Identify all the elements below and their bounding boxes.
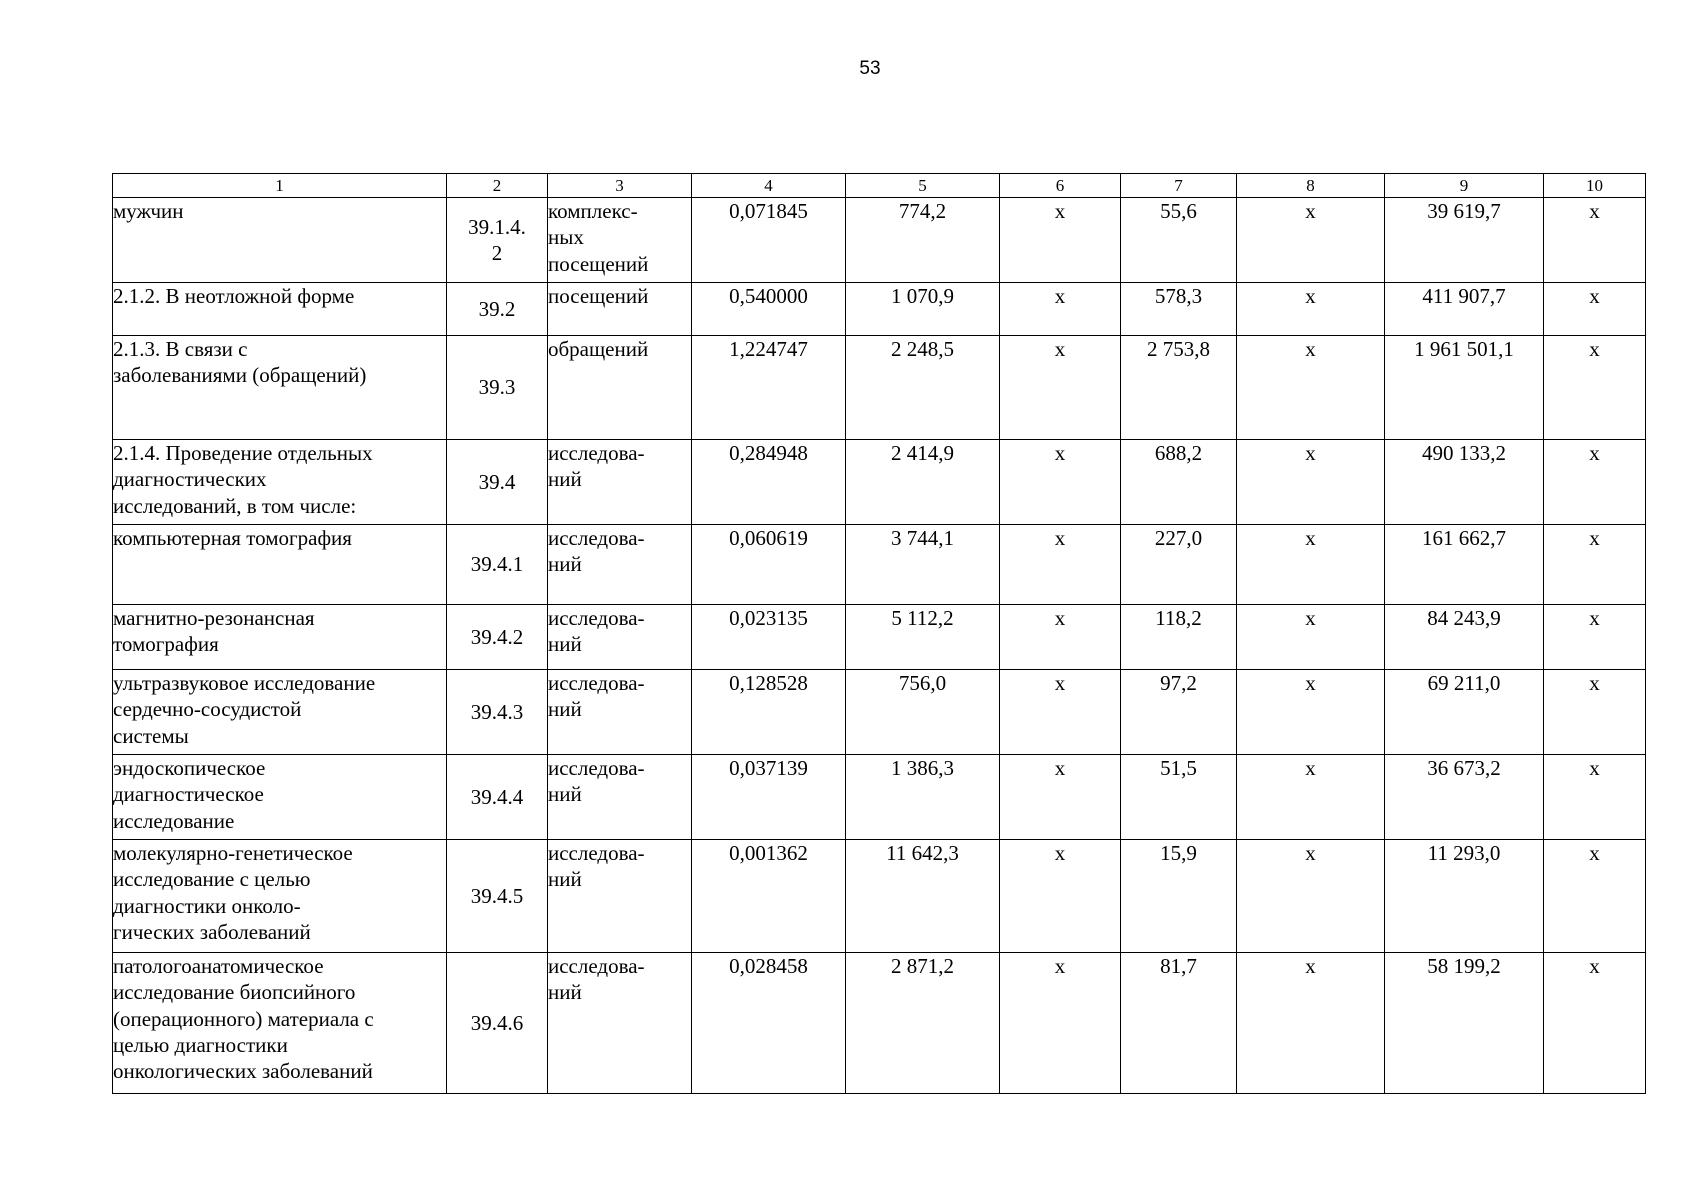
row-col9-cell: 490 133,2 [1385, 440, 1544, 525]
row-col4-cell: 0,001362 [692, 840, 846, 953]
row-unit-cell: комплекс- ных посещений [548, 198, 692, 283]
row-code-cell: 39.2 [447, 283, 548, 336]
table-row [113, 840, 1646, 953]
row-code-cell: 39.3 [447, 336, 548, 440]
row-code-cell: 39.4 [447, 440, 548, 525]
row-col6-cell: х [1000, 283, 1121, 336]
row-name-cell: молекулярно-генетическое исследование с целью диагностики онколо- гических заболеваний [113, 840, 447, 953]
row-name-cell: ультразвуковое исследование сердечно-сосудистой системы [113, 670, 447, 755]
row-col7-cell: 15,9 [1121, 840, 1237, 953]
row-col5-cell: 774,2 [846, 198, 1000, 283]
row-col8-cell: х [1237, 336, 1385, 440]
row-col8-cell: х [1237, 755, 1385, 840]
row-col7-cell: 578,3 [1121, 283, 1237, 336]
row-col8-cell: х [1237, 198, 1385, 283]
row-unit-cell: обращений [548, 336, 692, 440]
row-col8-cell: х [1237, 605, 1385, 670]
row-unit-cell: исследова- ний [548, 840, 692, 953]
row-col10-cell: х [1544, 525, 1646, 605]
row-code-cell: 39.4.1 [447, 525, 548, 605]
row-col4-cell: 0,128528 [692, 670, 846, 755]
row-col9-cell: 69 211,0 [1385, 670, 1544, 755]
row-col7-cell: 51,5 [1121, 755, 1237, 840]
row-code-cell: 39.4.4 [447, 755, 548, 840]
row-col10-cell: х [1544, 670, 1646, 755]
row-col10-cell: х [1544, 440, 1646, 525]
row-col8-cell: х [1237, 440, 1385, 525]
row-unit-cell: посещений [548, 283, 692, 336]
row-col4-cell: 0,540000 [692, 283, 846, 336]
row-col5-cell: 2 414,9 [846, 440, 1000, 525]
row-col9-cell: 84 243,9 [1385, 605, 1544, 670]
row-unit-cell: исследова- ний [548, 670, 692, 755]
header-cell: 9 [1385, 174, 1544, 198]
row-col5-cell: 11 642,3 [846, 840, 1000, 953]
row-col6-cell: х [1000, 605, 1121, 670]
row-name-cell: 2.1.3. В связи с заболеваниями (обращений) [113, 336, 447, 440]
row-col8-cell: х [1237, 525, 1385, 605]
row-col5-cell: 1 386,3 [846, 755, 1000, 840]
row-col10-cell: х [1544, 605, 1646, 670]
row-col8-cell: х [1237, 283, 1385, 336]
row-col6-cell: х [1000, 670, 1121, 755]
row-name-cell: 2.1.4. Проведение отдельных диагностических исследований, в том числе: [113, 440, 447, 525]
row-col7-cell: 55,6 [1121, 198, 1237, 283]
row-col8-cell: х [1237, 953, 1385, 1094]
row-name-cell: мужчин [113, 198, 447, 283]
row-col6-cell: х [1000, 440, 1121, 525]
header-cell: 8 [1237, 174, 1385, 198]
header-cell: 7 [1121, 174, 1237, 198]
row-name-cell: компьютерная томография [113, 525, 447, 605]
header-row [113, 174, 1646, 198]
header-cell: 5 [846, 174, 1000, 198]
row-col7-cell: 118,2 [1121, 605, 1237, 670]
row-code-cell: 39.4.5 [447, 840, 548, 953]
page-number: 53 [859, 58, 881, 79]
row-col9-cell: 411 907,7 [1385, 283, 1544, 336]
header-cell: 4 [692, 174, 846, 198]
row-col5-cell: 2 871,2 [846, 953, 1000, 1094]
table-row [113, 605, 1646, 670]
table-row [113, 440, 1646, 525]
row-col4-cell: 0,023135 [692, 605, 846, 670]
row-col6-cell: х [1000, 840, 1121, 953]
row-name-cell: магнитно-резонансная томография [113, 605, 447, 670]
row-col6-cell: х [1000, 525, 1121, 605]
row-col9-cell: 36 673,2 [1385, 755, 1544, 840]
row-col9-cell: 58 199,2 [1385, 953, 1544, 1094]
header-cell: 6 [1000, 174, 1121, 198]
row-name-cell: 2.1.2. В неотложной форме [113, 283, 447, 336]
row-col6-cell: х [1000, 755, 1121, 840]
table-row [113, 336, 1646, 440]
table-row [113, 525, 1646, 605]
row-col6-cell: х [1000, 953, 1121, 1094]
table-row [113, 953, 1646, 1094]
row-col4-cell: 1,224747 [692, 336, 846, 440]
row-col9-cell: 1 961 501,1 [1385, 336, 1544, 440]
row-col10-cell: х [1544, 336, 1646, 440]
row-col4-cell: 0,284948 [692, 440, 846, 525]
row-col9-cell: 39 619,7 [1385, 198, 1544, 283]
row-col9-cell: 11 293,0 [1385, 840, 1544, 953]
row-unit-cell: исследова- ний [548, 755, 692, 840]
row-col4-cell: 0,037139 [692, 755, 846, 840]
table-row [113, 670, 1646, 755]
table-row [113, 198, 1646, 283]
table-row [113, 755, 1646, 840]
row-col10-cell: х [1544, 840, 1646, 953]
row-col7-cell: 688,2 [1121, 440, 1237, 525]
row-col5-cell: 2 248,5 [846, 336, 1000, 440]
header-cell: 3 [548, 174, 692, 198]
row-col6-cell: х [1000, 336, 1121, 440]
row-col10-cell: х [1544, 283, 1646, 336]
row-col7-cell: 81,7 [1121, 953, 1237, 1094]
row-col4-cell: 0,028458 [692, 953, 846, 1094]
row-col7-cell: 227,0 [1121, 525, 1237, 605]
row-code-cell: 39.4.3 [447, 670, 548, 755]
header-cell: 2 [447, 174, 548, 198]
row-code-cell: 39.4.2 [447, 605, 548, 670]
row-col10-cell: х [1544, 198, 1646, 283]
row-col5-cell: 756,0 [846, 670, 1000, 755]
row-col5-cell: 3 744,1 [846, 525, 1000, 605]
row-unit-cell: исследова- ний [548, 440, 692, 525]
data-table [112, 173, 1646, 1094]
row-col5-cell: 1 070,9 [846, 283, 1000, 336]
row-col8-cell: х [1237, 840, 1385, 953]
row-col7-cell: 97,2 [1121, 670, 1237, 755]
row-code-cell: 39.1.4. 2 [447, 198, 548, 283]
row-name-cell: патологоанатомическое исследование биопсийного (операционного) материала с целью диагностики онкологических заболеваний [113, 953, 447, 1094]
row-col4-cell: 0,071845 [692, 198, 846, 283]
row-col10-cell: х [1544, 953, 1646, 1094]
row-unit-cell: исследова- ний [548, 605, 692, 670]
row-col4-cell: 0,060619 [692, 525, 846, 605]
table-row [113, 283, 1646, 336]
row-unit-cell: исследова- ний [548, 525, 692, 605]
row-unit-cell: исследова- ний [548, 953, 692, 1094]
row-name-cell: эндоскопическое диагностическое исследование [113, 755, 447, 840]
header-cell: 1 [113, 174, 447, 198]
row-col8-cell: х [1237, 670, 1385, 755]
row-col10-cell: х [1544, 755, 1646, 840]
header-cell: 10 [1544, 174, 1646, 198]
row-col5-cell: 5 112,2 [846, 605, 1000, 670]
row-col6-cell: х [1000, 198, 1121, 283]
row-col9-cell: 161 662,7 [1385, 525, 1544, 605]
row-col7-cell: 2 753,8 [1121, 336, 1237, 440]
row-code-cell: 39.4.6 [447, 953, 548, 1094]
